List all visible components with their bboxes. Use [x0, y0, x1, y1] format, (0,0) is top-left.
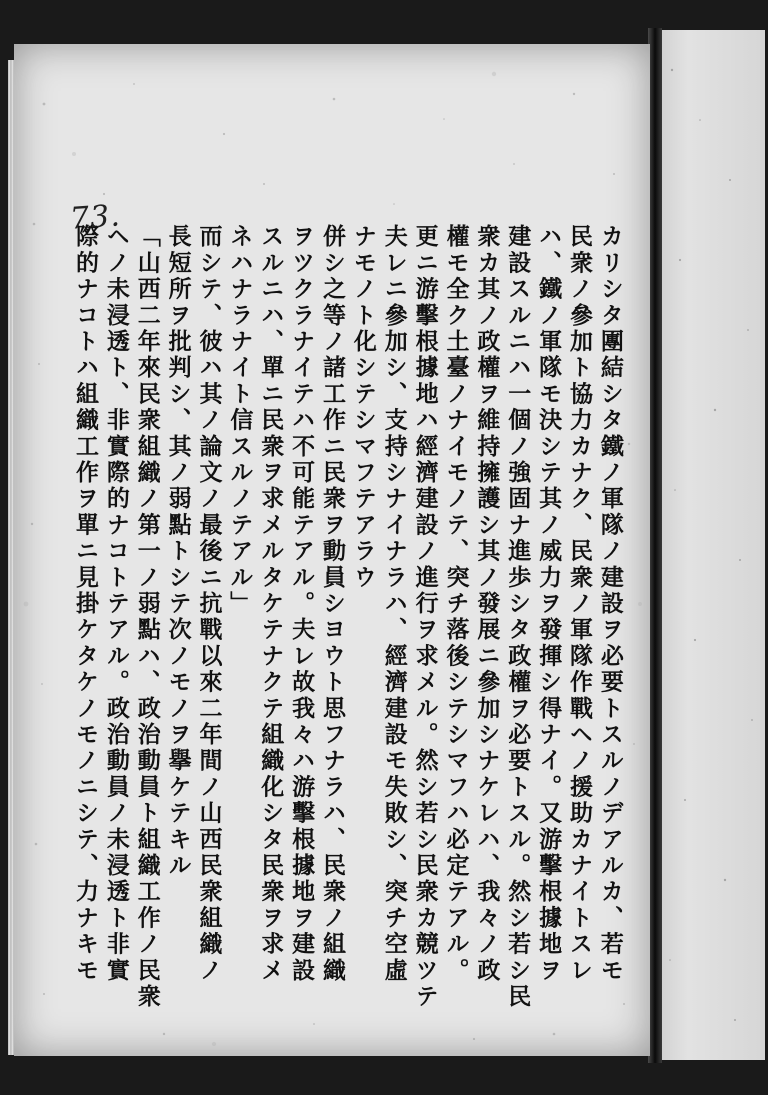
- text-column-6: 權モ全ク土臺ノナイモノテ、突チ落後シテシマフハ必定テアル。: [442, 224, 469, 984]
- book-gutter: [648, 28, 662, 1063]
- vertical-text-body: [70, 224, 625, 1024]
- text-column-3: ハ、鐵ノ軍隊モ決シテ其ノ威力ヲ發揮シ得ナイ。又游擊根據地ヲ: [535, 224, 562, 984]
- text-column-17: ヘノ未浸透ト、非實際的ナコトテアル。政治動員ノ未浸透ト非實: [102, 224, 129, 984]
- text-column-11: ヲツクラナイテハ不可能テアル。夫レ故我々ハ游擊根據地ヲ建設: [288, 224, 315, 984]
- page-number: 73.: [68, 198, 122, 237]
- text-column-15: 長短所ヲ批判シ、其ノ弱點トシテ次ノモノヲ擧ケテキル: [164, 224, 191, 879]
- text-column-10: 併シ之等ノ諸工作ニ民衆ヲ動員シヨウト思フナラハ、民衆ノ組織: [319, 224, 345, 984]
- text-column-5: 衆カ其ノ政權ヲ維持擁護シ其ノ發展ニ參加シナケレハ、我々ノ政: [473, 224, 500, 984]
- text-column-13: ネハナラナイト信スルノテアル」: [226, 224, 253, 617]
- text-column-2: 民衆ノ參加ト協力カナク、民衆ノ軍隊作戰ヘノ援助カナイトスレ: [566, 224, 592, 984]
- text-column-12: スルニハ、單ニ民衆ヲ求メルタケテナクテ組織化シタ民衆ヲ求メ: [257, 224, 284, 984]
- text-column-14: 而シテ、彼ハ其ノ論文ノ最後ニ抗戰以來二年間ノ山西民衆組織ノ: [195, 224, 222, 984]
- text-column-18: 際的ナコトハ組織工作ヲ單ニ見掛ケタケノモノニシテ、力ナキモ: [72, 224, 98, 984]
- text-column-16: 「山西二年來民衆組織ノ第一ノ弱點ハ、政治動員ト組織工作ノ民衆: [133, 224, 160, 1010]
- text-column-1: カリシタ團結シタ鐵ノ軍隊ノ建設ヲ必要トスルノデアルカ、若モ: [596, 224, 623, 984]
- adjacent-page-edge: [655, 30, 765, 1060]
- text-column-4: 建設スルニハ一個ノ強固ナ進歩シタ政權ヲ必要トスル。然シ若シ民: [504, 224, 531, 1010]
- text-column-7: 更ニ游擊根據地ハ經濟建設ノ進行ヲ求メル。然シ若シ民衆カ競ツテ: [411, 224, 438, 1010]
- text-column-9: ナモノト化シテシマフテアラウ: [349, 224, 376, 591]
- text-column-8: 夫レニ參加シ、支持シナイナラハ、經濟建設モ失敗シ、突チ空虛: [380, 224, 407, 984]
